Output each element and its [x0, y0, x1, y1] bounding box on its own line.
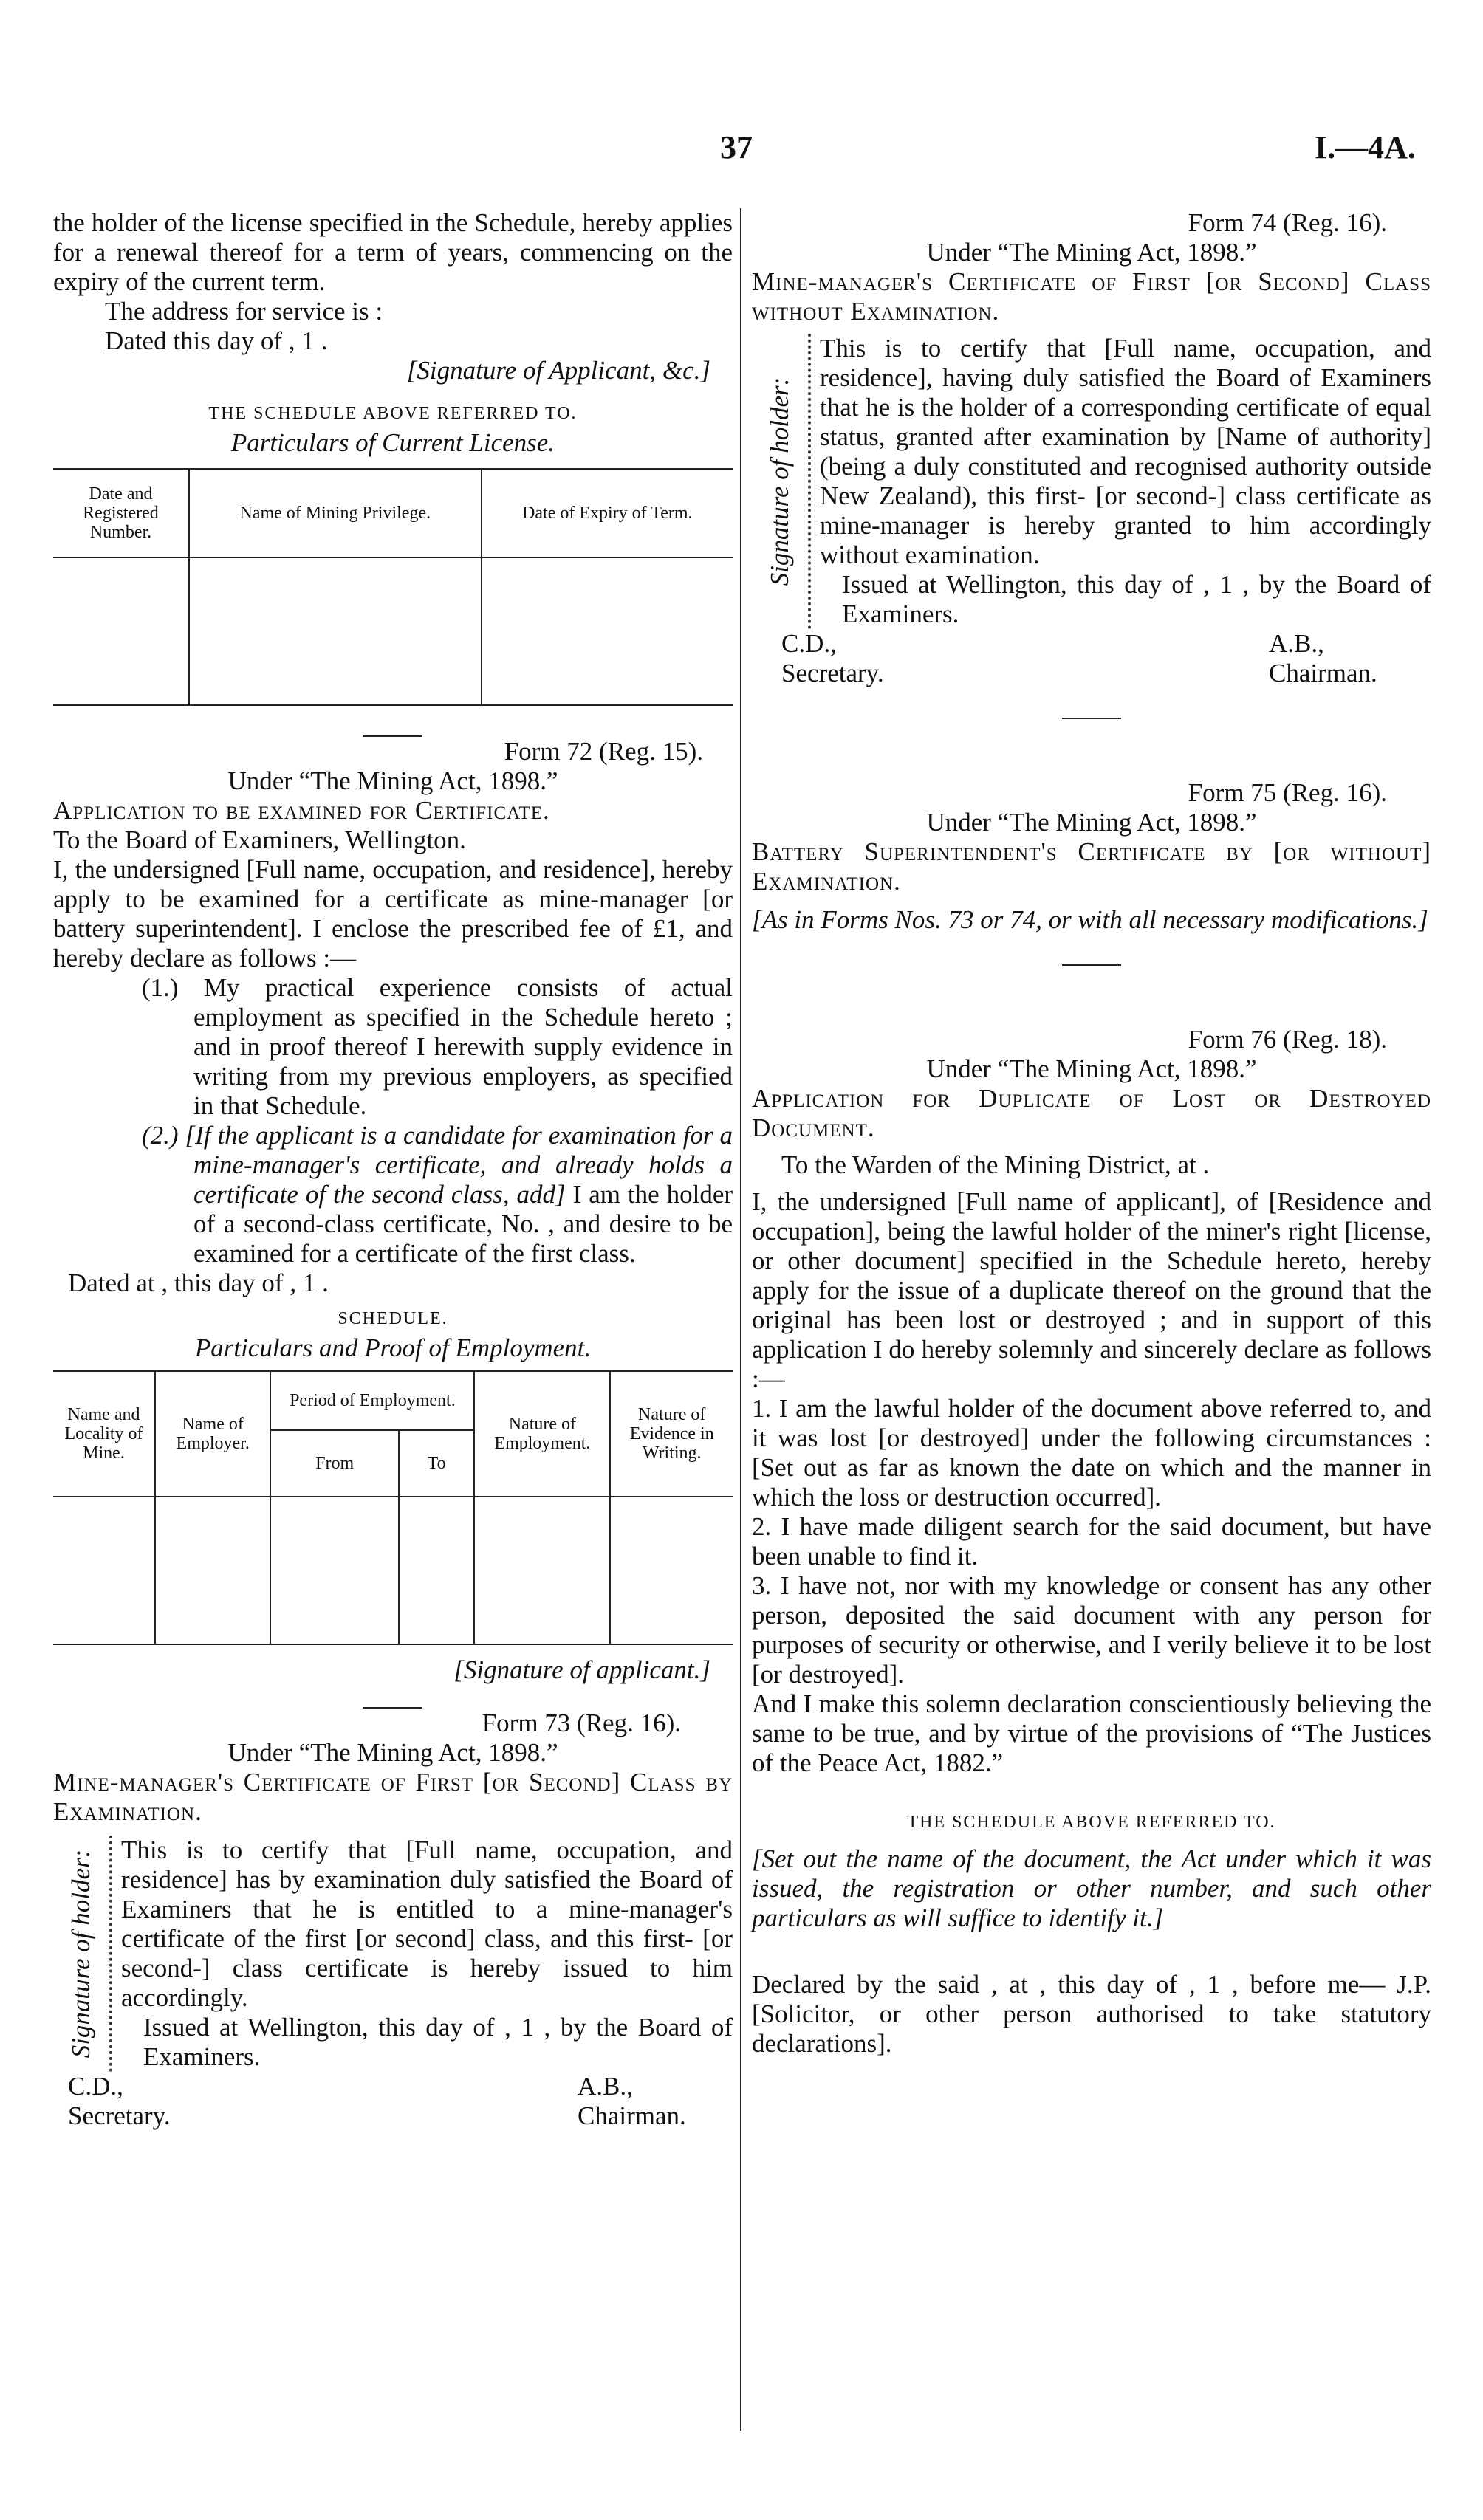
- form72-intro: I, the undersigned [Full name, occupation, and residence], hereby apply to be examined for a certificate as mine-manager [or battery superintendent]. I enclose the prescribed fee of £1, and hereby declare as follows :—: [53, 855, 733, 972]
- form72-item2: I am the holder of a second-class certificate, No. , and desire to be examined for a certificate of the first class.: [193, 1180, 733, 1268]
- table-header: Date and Registered Number.: [83, 484, 159, 542]
- table-header: Period of Employment.: [270, 1371, 474, 1430]
- form76-para1: 1. I am the lawful holder of the document above referred to, and it was lost [or destroyed] under the following circumstances : [Set out as far as known the date on which and the manner in which the loss or destruction occurred].: [752, 1394, 1431, 1511]
- address-line: The address for service is :: [105, 297, 383, 326]
- form73-act: Under “The Mining Act, 1898.”: [227, 1738, 558, 1767]
- form75-body: [As in Forms Nos. 73 or 74, or with all necessary modifications.]: [752, 905, 1428, 934]
- form76-declared: Declared by the said , at , this day of , 1 , before me— J.P. [Solicitor, or other person authorised to take statutory declarations].: [752, 1970, 1431, 2058]
- form72-item2-italic: (2.) [If the applicant is a candidate for examination for a mine-manager's certificate, and already holds a certificate of the second class, add]: [142, 1121, 733, 1209]
- form72-dated: Dated at , this day of , 1 .: [68, 1268, 329, 1297]
- form76-para3: 3. I have not, nor with my knowledge or consent has any other person, deposited the said document with any person for purposes of security or otherwise, and I verily believe it to be lost [or destroyed].: [752, 1571, 1431, 1689]
- form73-heading: Mine-manager's Certificate of First [or Second] Class by Examination.: [53, 1768, 733, 1826]
- form74-title: Form 74 (Reg. 16).: [1188, 208, 1387, 237]
- right-column: [752, 208, 1431, 2059]
- renewal-text: the holder of the license specified in the Schedule, hereby applies for a renewal thereof for a term of years, commencing on the expiry of the current term.: [53, 208, 733, 296]
- table-header: Date of Expiry of Term.: [482, 469, 733, 557]
- table-header: Name of Employer.: [155, 1371, 270, 1497]
- form73-secretary: C.D., Secretary.: [68, 2072, 171, 2130]
- schedule-subtitle: Particulars and Proof of Employment.: [194, 1333, 592, 1362]
- page-number: 37: [720, 129, 753, 165]
- form76-heading: Application for Duplicate of Lost or Destroyed Document.: [752, 1084, 1431, 1142]
- schedule-body: [Set out the name of the document, the Act under which it was issued, the registration or other number, and such other particulars as will suffice to identify it.]: [752, 1844, 1431, 1932]
- schedule-title: THE SCHEDULE ABOVE REFERRED TO.: [907, 1813, 1276, 1832]
- left-column: [53, 208, 733, 2131]
- table-subheader: To: [399, 1430, 475, 1497]
- holder-signature-label: Signature of holder:: [66, 1849, 95, 2059]
- license-table: [53, 468, 733, 706]
- schedule-title: THE SCHEDULE ABOVE REFERRED TO.: [208, 404, 578, 423]
- form76-para4: And I make this solemn declaration conscientiously believing the same to be true, and by virtue of the provisions of “The Justices of the Peace Act, 1882.”: [752, 1689, 1431, 1777]
- form75-heading: Battery Superintendent's Certificate by [or without] Examination.: [752, 837, 1431, 896]
- holder-signature-area: [752, 334, 811, 629]
- form72-to: To the Board of Examiners, Wellington.: [53, 825, 466, 854]
- form75-act: Under “The Mining Act, 1898.”: [926, 808, 1257, 837]
- form76-intro: I, the undersigned [Full name of applicant], of [Residence and occupation], being the lawful holder of the miner's right [license, or other document] specified in the Schedule hereto, hereby apply for the issue of a duplicate thereof on the ground that the original has been lost or destroyed ; and in support of this application I do hereby solemnly and sincerely declare as follows :—: [752, 1187, 1431, 1393]
- form73-issued: Issued at Wellington, this day of , 1 , by the Board of Examiners.: [143, 2013, 733, 2071]
- table-subheader: From: [270, 1430, 399, 1497]
- dated-line: Dated this day of , 1 .: [105, 326, 328, 355]
- schedule-subtitle: Particulars of Current License.: [230, 428, 555, 457]
- form74-act: Under “The Mining Act, 1898.”: [926, 238, 1257, 267]
- table-header: Name and Locality of Mine.: [64, 1405, 143, 1463]
- form73-chairman: A.B., Chairman.: [578, 2072, 686, 2130]
- form76-title: Form 76 (Reg. 18).: [1188, 1025, 1387, 1054]
- form76-to: To the Warden of the Mining District, at .: [781, 1150, 1210, 1179]
- table-header: Nature of Employment.: [474, 1371, 610, 1497]
- form72-signature: [Signature of applicant.]: [453, 1655, 710, 1684]
- form72-heading: Application to be examined for Certificate.: [53, 796, 550, 825]
- form74-secretary: C.D., Secretary.: [781, 629, 884, 687]
- employment-table: [53, 1370, 733, 1645]
- form75-title: Form 75 (Reg. 16).: [1188, 778, 1387, 807]
- column-divider: [740, 208, 742, 2431]
- form72-item1: (1.) My practical experience consists of actual employment as specified in the Schedule hereto ; and in proof thereof I herewith supply evidence in writing from my previous employers, as specified in that Schedule.: [142, 973, 733, 1120]
- table-header: Nature of Evidence in Writing.: [610, 1371, 733, 1497]
- form73-title: Form 73 (Reg. 16).: [482, 1709, 681, 1737]
- page-reference: I.—4A.: [1315, 129, 1416, 165]
- holder-signature-label: Signature of holder:: [765, 377, 794, 586]
- form74-chairman: A.B., Chairman.: [1269, 629, 1377, 687]
- form73-body: This is to certify that [Full name, occupation, and residence] has by examination duly satisfied the Board of Examiners that he is entitled to a mine-manager's certificate of the first [or second] class, and this first- [or second-] class certificate is hereby issued to him accordingly.: [121, 1836, 733, 2012]
- form76-para2: 2. I have made diligent search for the said document, but have been unable to find it.: [752, 1512, 1431, 1570]
- form74-heading: Mine-manager's Certificate of First [or Second] Class without Examination.: [752, 267, 1431, 326]
- form72-act: Under “The Mining Act, 1898.”: [227, 766, 558, 795]
- holder-signature-area: [53, 1836, 112, 2072]
- signature-line: [Signature of Applicant, &c.]: [406, 356, 710, 385]
- form74-body: This is to certify that [Full name, occupation, and residence], having duly satisfied the Board of Examiners that he is the holder of a corresponding certificate of equal status, granted after examination by [Name of authority] (being a duly constituted and recognised authority outside New Zealand), this first- [or second-] class certificate as mine-manager is hereby granted to him accordingly without examination.: [820, 334, 1431, 569]
- form76-act: Under “The Mining Act, 1898.”: [926, 1054, 1257, 1083]
- form74-issued: Issued at Wellington, this day of , 1 , by the Board of Examiners.: [842, 570, 1431, 628]
- table-header: Name of Mining Privilege.: [189, 469, 482, 557]
- schedule-title: SCHEDULE.: [338, 1309, 448, 1328]
- form72-title: Form 72 (Reg. 15).: [504, 737, 703, 766]
